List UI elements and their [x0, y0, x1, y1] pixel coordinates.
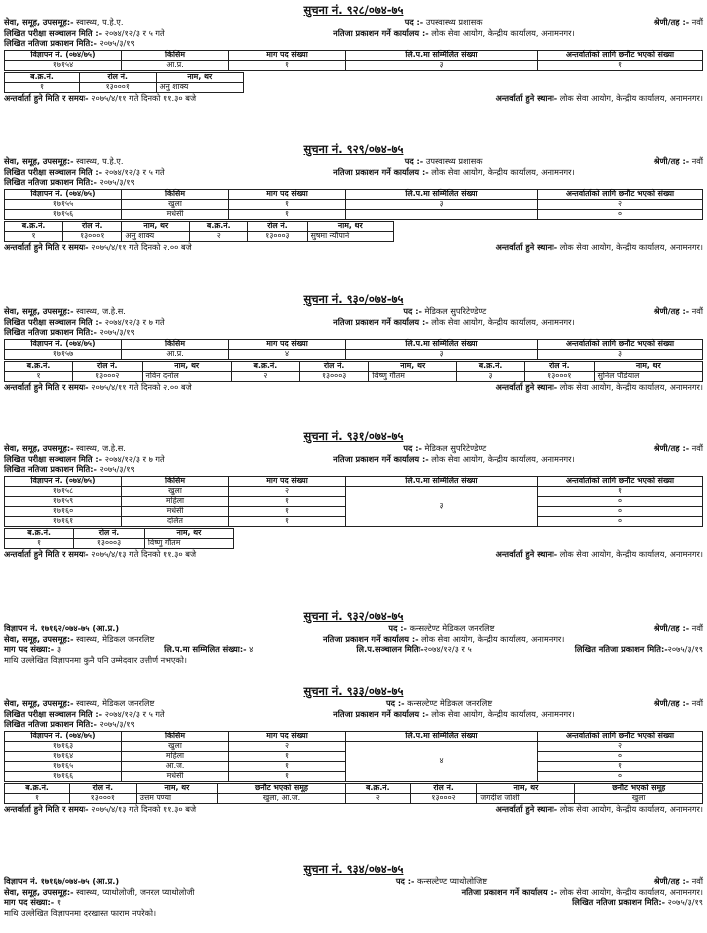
class-value: नवौं	[691, 443, 703, 454]
notice-title: सुचना नं. ९३४/०७४-७५	[303, 862, 404, 876]
col-header: नाम, थर	[144, 528, 233, 538]
adv-line: विज्ञापन नं. १७१६७/०७४-७५ (आ.प्र.)	[4, 876, 120, 887]
notice-title: सुचना नं. ९२८/०७४-७५	[303, 3, 404, 17]
cell: खुला	[122, 741, 229, 751]
adv-line: विज्ञापन नं. १७१६२/०७४-७५ (आ.प्र.)	[4, 623, 120, 634]
exam-date: २०७४/१२/३ र ५ गते	[104, 708, 165, 719]
office-value: लोक सेवा आयोग, केन्द्रीय कार्यालय, अनामनगर।	[559, 886, 703, 897]
label: लिखित नतिजा प्रकाशन मिति:-	[574, 644, 668, 655]
notice-934	[4, 863, 703, 919]
label: लिखित परीक्षा सञ्चालन मिति :-	[4, 708, 103, 719]
cell: २	[345, 793, 410, 803]
col-header: नाम, थर	[122, 221, 190, 231]
cell: महिला	[122, 496, 229, 506]
col-header: विज्ञापन नं. (०७४/७५)	[5, 189, 122, 199]
service-value: स्वास्थ्य, मेडिकल जनरलिष्ट	[76, 633, 155, 644]
office-value: लोक सेवा आयोग, केन्द्रीय कार्यालय, अनामनगर।	[431, 27, 575, 38]
written-value: ४	[249, 644, 254, 655]
notice-title: सुचना नं. ९३२/०७४-७५	[303, 609, 404, 623]
cell: जगदीश जोशी	[477, 793, 575, 803]
label: लिखित परीक्षा सञ्चालन मिति :-	[4, 316, 103, 327]
col-header: लि.प.मा सम्मिलित संख्या	[346, 339, 538, 349]
cell: ०	[538, 516, 703, 526]
interview-date: २०७५/४/११ गते दिनको २.०० बजे	[91, 381, 192, 392]
label: सेवा, समूह, उपसमूह:-	[4, 443, 74, 454]
col-header: किसिम	[122, 50, 229, 60]
label: अन्तर्वार्ता हुने मिति र समयः-	[4, 803, 89, 814]
table-row	[5, 793, 703, 803]
col-header: रोल नं.	[299, 361, 369, 371]
label: अन्तर्वार्ता हुने स्थानः-	[495, 241, 558, 252]
col-header: ब.क्र.नं.	[345, 783, 410, 793]
label: लिखित नतिजा प्रकाशन मिति:-	[572, 897, 666, 908]
col-header: नाम, थर	[156, 72, 243, 82]
cell: खुला	[122, 199, 229, 209]
service-value: स्वास्थ्य, प.हे.ए.	[76, 17, 124, 28]
cell: १७१६१	[5, 516, 122, 526]
cell: ४	[346, 741, 538, 781]
office-value: लोक सेवा आयोग, केन्द्रीय कार्यालय, अनामनगर।	[431, 166, 575, 177]
cell: मधेसी	[122, 209, 229, 219]
cell: १७१६४	[5, 751, 122, 761]
cell: २	[538, 199, 703, 209]
cell: १३०००१	[79, 82, 156, 92]
label: नतिजा प्रकाशन गर्ने कार्यालय :-	[333, 166, 429, 177]
cell: १३०००३	[248, 231, 307, 241]
interview-place: लोक सेवा आयोग, केन्द्रीय कार्यालय, अनामनगर।	[559, 241, 703, 252]
cell: मधेसी	[122, 771, 229, 781]
cell: विष्णु गौतम	[369, 371, 457, 381]
col-header: लि.प.मा सम्मिलित संख्या	[346, 476, 538, 486]
label: पद :-	[403, 306, 422, 317]
cell: ०	[538, 771, 703, 781]
label: पद :-	[404, 17, 424, 28]
label: लिखित नतिजा प्रकाशन मिति:-	[4, 464, 97, 475]
label: माग पद संख्या:-	[4, 897, 55, 908]
cell: ३	[346, 486, 538, 526]
label: श्रेणी/तह :-	[653, 876, 690, 887]
col-header: अन्तर्वार्ताको लागि छनौट भएको संख्या	[538, 50, 703, 60]
label: अन्तर्वार्ता हुने मिति र समयः-	[4, 241, 89, 252]
label: श्रेणी/तह :-	[653, 443, 690, 454]
cell: १	[229, 771, 346, 781]
col-header: अन्तर्वार्ताको लागि छनौट भएको संख्या	[538, 731, 703, 741]
class-value: नवौं	[691, 306, 703, 317]
label: श्रेणी/तह :-	[653, 17, 690, 28]
cell: अनु शाक्य	[122, 231, 190, 241]
cell: अनु शाक्य	[156, 82, 243, 92]
table-row	[5, 538, 234, 548]
label: लिखित नतिजा प्रकाशन मिति:-	[4, 38, 97, 49]
interview-date: २०७५/४/१३ गते दिनको ११.३० बजे	[91, 803, 197, 814]
seats-value: १	[56, 897, 62, 908]
cell: १७१५५	[5, 199, 122, 209]
col-header: ब.क्र.नं.	[5, 221, 63, 231]
col-header: लि.प.मा सम्मिलित संख्या	[346, 189, 538, 199]
cell: १	[5, 538, 74, 548]
col-header: ब.क्र.नं.	[190, 221, 248, 231]
cell: आ.ज.	[122, 761, 229, 771]
post-value: मेडिकल सुपरिटेण्डेण्ट	[424, 443, 487, 454]
cell: १३०००२	[410, 793, 477, 803]
interview-place: लोक सेवा आयोग, केन्द्रीय कार्यालय, अनामनगर।	[559, 92, 703, 103]
col-header: रोल नं.	[410, 783, 477, 793]
result-table	[4, 189, 703, 220]
label: अन्तर्वार्ता हुने मिति र समयः-	[4, 381, 89, 392]
cell: ४	[229, 349, 346, 359]
candidate-table	[4, 361, 703, 382]
table-row	[5, 371, 703, 381]
cell: १	[5, 793, 70, 803]
col-header: नाम, थर	[594, 361, 702, 371]
col-header: ब.क्र.नं.	[5, 72, 80, 82]
cell: १३०००३	[299, 371, 369, 381]
label: लिखित नतिजा प्रकाशन मिति:-	[4, 719, 97, 730]
service-value: स्वास्थ्य, मेडिकल जनरलिष्ट	[76, 698, 155, 709]
cell: १	[5, 231, 63, 241]
label: लिखित परीक्षा सञ्चालन मिति :-	[4, 27, 103, 38]
table-row	[5, 82, 244, 92]
notice-title: सुचना नं. ९३३/०७४-७५	[303, 684, 404, 698]
table-row	[5, 60, 703, 70]
cell: खुला	[122, 486, 229, 496]
cell: १७१६०	[5, 506, 122, 516]
cell: उत्तम पण्या	[136, 793, 218, 803]
label: नतिजा प्रकाशन गर्ने कार्यालय :-	[333, 708, 429, 719]
result-date: २०७५/३/१९	[99, 38, 135, 49]
post-value: कन्सल्टेण्ट प्याथोलोजिष्ट	[417, 876, 488, 887]
cell: १	[229, 751, 346, 761]
cell	[346, 209, 538, 219]
label: नतिजा प्रकाशन गर्ने कार्यालय :-	[322, 633, 419, 644]
col-header: ब.क्र.नं.	[5, 783, 70, 793]
candidate-table	[4, 221, 394, 242]
col-header: ब.क्र.नं.	[457, 361, 525, 371]
cell: दलित	[122, 516, 229, 526]
cell: ०	[538, 751, 703, 761]
result-date: २०७५/३/१९	[99, 719, 135, 730]
col-header: रोल नं.	[73, 361, 143, 371]
label: लिखित नतिजा प्रकाशन मिति:-	[4, 177, 97, 188]
col-header: विज्ञापन नं. (०७४/७५)	[5, 731, 122, 741]
cell: ३	[346, 349, 538, 359]
col-header: ब.क्र.नं.	[231, 361, 299, 371]
result-table	[4, 731, 703, 782]
result-date: २०७५/३/१९	[99, 327, 135, 338]
class-value: नवौं	[691, 17, 703, 28]
label: लि.प.मा सम्मिलित संख्या:-	[164, 644, 247, 655]
cell: १	[538, 60, 703, 70]
cell: आ.प्र.	[122, 349, 229, 359]
interview-place: लोक सेवा आयोग, केन्द्रीय कार्यालय, अनामनगर।	[559, 548, 703, 559]
office-value: लोक सेवा आयोग, केन्द्रीय कार्यालय, अनामनगर।	[431, 316, 575, 327]
label: सेवा, समूह, उपसमूह:-	[4, 156, 74, 167]
col-header: किसिम	[122, 476, 229, 486]
cell: ३	[538, 349, 703, 359]
candidate-table	[4, 783, 703, 804]
cell: १३०००१	[70, 793, 137, 803]
cell: महिला	[122, 751, 229, 761]
label: अन्तर्वार्ता हुने स्थानः-	[495, 548, 558, 559]
result-table	[4, 50, 703, 71]
table-row	[5, 209, 703, 219]
notice-title: सुचना नं. ९३०/०७४-७५	[303, 292, 404, 306]
col-header: रोल नं.	[525, 361, 595, 371]
exam-date: २०७४/१२/३ र ५ गते	[104, 166, 165, 177]
label: अन्तर्वार्ता हुने स्थानः-	[495, 803, 558, 814]
label: माग पद संख्या:-	[4, 644, 55, 655]
interview-place: लोक सेवा आयोग, केन्द्रीय कार्यालय, अनामनगर।	[559, 381, 703, 392]
cell: १७१५९	[5, 496, 122, 506]
cell: १	[229, 199, 346, 209]
col-header: विज्ञापन नं. (०७४/७५)	[5, 50, 122, 60]
cell: ०	[538, 209, 703, 219]
exam-date: २०७४/१२/३ र ५	[423, 644, 472, 655]
interview-date: २०७५/४/११ गते दिनको २.०० बजे	[91, 241, 192, 252]
cell: १	[538, 761, 703, 771]
interview-date: २०७५/४/११ गते दिनको ११.३० बजे	[91, 92, 197, 103]
col-header: नाम, थर	[142, 361, 231, 371]
cell: १	[5, 82, 80, 92]
col-header: किसिम	[122, 339, 229, 349]
exam-date: २०७४/१२/३ र ५ गते	[104, 27, 165, 38]
cell: १७१५८	[5, 486, 122, 496]
interview-place: लोक सेवा आयोग, केन्द्रीय कार्यालय, अनामनगर।	[559, 803, 703, 814]
cell: ३	[457, 371, 525, 381]
label: श्रेणी/तह :-	[653, 156, 690, 167]
office-value: लोक सेवा आयोग, केन्द्रीय कार्यालय, अनामनगर।	[431, 708, 575, 719]
col-header: विज्ञापन नं. (०७४/७५)	[5, 476, 122, 486]
interview-date: २०७५/४/१३ गते दिनको ११.३० बजे	[91, 548, 197, 559]
cell: २	[538, 741, 703, 751]
label: लिखित परीक्षा सञ्चालन मिति :-	[4, 166, 103, 177]
cell: आ.प्र.	[122, 60, 229, 70]
cell: १	[538, 486, 703, 496]
col-header: लि.प.मा सम्मिलित संख्या	[346, 731, 538, 741]
label: सेवा, समूह, उपसमूह:-	[4, 306, 74, 317]
result-date: २०७५/३/१९	[99, 177, 135, 188]
result-date: २०७५/३/१९	[667, 897, 703, 908]
table-row	[5, 349, 703, 359]
cell: २	[231, 371, 299, 381]
col-header: माग पद संख्या	[229, 339, 346, 349]
label: सेवा, समूह, उपसमूह:-	[4, 886, 74, 897]
label: श्रेणी/तह :-	[653, 698, 690, 709]
col-header: नाम, थर	[307, 221, 393, 231]
cell: ३	[346, 60, 538, 70]
cell: खुला, आ.ज.	[218, 793, 345, 803]
label: पद :-	[386, 698, 405, 709]
post-value: मेडिकल सुपरिटेण्डेण्ट	[424, 306, 487, 317]
result-table	[4, 339, 703, 360]
notice-title: सुचना नं. ९३१/०७४-७५	[303, 429, 404, 443]
exam-date: २०७४/१२/३ र ७ गते	[104, 316, 165, 327]
seats-value: ३	[56, 644, 62, 655]
notice-932	[4, 610, 703, 666]
label: अन्तर्वार्ता हुने स्थानः-	[495, 381, 558, 392]
class-value: नवौं	[691, 156, 703, 167]
label: सेवा, समूह, उपसमूह:-	[4, 17, 74, 28]
cell: १	[229, 496, 346, 506]
cell: २	[229, 486, 346, 496]
col-header: माग पद संख्या	[229, 731, 346, 741]
col-header: ब.क्र.नं.	[5, 361, 73, 371]
label: पद :-	[404, 156, 424, 167]
post-value: कन्सल्टेण्ट मेडिकल जनरलिष्ट	[409, 623, 495, 634]
table-row	[5, 199, 703, 209]
cell: १३०००२	[73, 371, 143, 381]
col-header: अन्तर्वार्ताको लागि छनौट भएको संख्या	[538, 476, 703, 486]
cell: ३	[346, 199, 538, 209]
col-header: रोल नं.	[79, 72, 156, 82]
cell: ०	[538, 496, 703, 506]
label: लिखित परीक्षा सञ्चालन मिति :-	[4, 453, 103, 464]
post-value: उपस्वास्थ्य प्रशासक	[425, 17, 483, 28]
office-value: लोक सेवा आयोग, केन्द्रीय कार्यालय, अनामनगर।	[421, 633, 565, 644]
class-value: नवौं	[691, 876, 703, 887]
cell: १	[229, 761, 346, 771]
label: नतिजा प्रकाशन गर्ने कार्यालय :-	[461, 886, 558, 897]
label: पद :-	[395, 876, 415, 887]
col-header: रोल नं.	[70, 783, 137, 793]
service-value: स्वास्थ्य, ज.हे.स.	[76, 306, 126, 317]
cell: मधेसी	[122, 506, 229, 516]
remark: माथि उल्लेखित विज्ञापनमा दरखास्त फाराम नपरेको।	[4, 907, 157, 918]
result-date: २०७५/३/१९	[667, 644, 703, 655]
label: अन्तर्वार्ता हुने मिति र समयः-	[4, 92, 89, 103]
cell: १३०००३	[74, 538, 145, 548]
cell: १	[229, 209, 346, 219]
cell: विष्णु गौतम	[144, 538, 233, 548]
col-header: अन्तर्वार्ताको लागि छनौट भएको संख्या	[538, 189, 703, 199]
label: नतिजा प्रकाशन गर्ने कार्यालय :-	[333, 27, 429, 38]
post-value: कन्सल्टेण्ट मेडिकल जनरलिष्ट	[407, 698, 493, 709]
col-header: माग पद संख्या	[229, 476, 346, 486]
label: सेवा, समूह, उपसमूह:-	[4, 633, 74, 644]
table-row	[5, 486, 703, 496]
cell: १७१५६	[5, 209, 122, 219]
col-header: माग पद संख्या	[229, 50, 346, 60]
label: नतिजा प्रकाशन गर्ने कार्यालय :-	[333, 316, 429, 327]
cell: १३०००१	[63, 231, 122, 241]
service-value: स्वास्थ्य, ज.हे.स.	[76, 443, 126, 454]
col-header: किसिम	[122, 731, 229, 741]
label: अन्तर्वार्ता हुने मिति र समयः-	[4, 548, 89, 559]
candidate-table	[4, 528, 234, 549]
candidate-table	[4, 72, 244, 93]
table-row	[5, 231, 394, 241]
service-value: स्वास्थ्य, प्याथोलोजी, जनरल प्याथोलोजी	[76, 886, 195, 897]
service-value: स्वास्थ्य, प.हे.ए.	[76, 156, 124, 167]
cell: १	[229, 506, 346, 516]
result-date: २०७५/३/१९	[99, 464, 135, 475]
col-header: रोल नं.	[74, 528, 145, 538]
cell: १७१६३	[5, 741, 122, 751]
col-header: लि.प.मा सम्मिलित संख्या	[346, 50, 538, 60]
label: लि.प.सञ्चालन मितिः-	[356, 644, 424, 655]
cell: सुषमा न्यौपाने	[307, 231, 393, 241]
label: श्रेणी/तह :-	[653, 623, 690, 634]
cell: १७१५७	[5, 349, 122, 359]
label: पद :-	[403, 443, 422, 454]
result-table	[4, 476, 703, 527]
label: अन्तर्वार्ता हुने स्थानः-	[495, 92, 558, 103]
cell: २	[229, 741, 346, 751]
label: लिखित नतिजा प्रकाशन मिति:-	[4, 327, 97, 338]
col-header: किसिम	[122, 189, 229, 199]
label: नतिजा प्रकाशन गर्ने कार्यालय :-	[333, 453, 429, 464]
col-header: छनौट भएको समूह	[575, 783, 703, 793]
col-header: नाम, थर	[136, 783, 218, 793]
class-value: नवौं	[691, 698, 703, 709]
label: श्रेणी/तह :-	[653, 306, 690, 317]
col-header: विज्ञापन नं. (०७४/७५)	[5, 339, 122, 349]
post-value: उपस्वास्थ्य प्रशासक	[425, 156, 483, 167]
cell: नविन दर्नाल	[142, 371, 231, 381]
col-header: नाम, थर	[477, 783, 575, 793]
office-value: लोक सेवा आयोग, केन्द्रीय कार्यालय, अनामनगर।	[431, 453, 575, 464]
col-header: माग पद संख्या	[229, 189, 346, 199]
cell: १७१५४	[5, 60, 122, 70]
notice-933	[4, 685, 703, 815]
cell: १७१६६	[5, 771, 122, 781]
col-header: छनौट भएको समूह	[218, 783, 345, 793]
cell: सुनिल पौडेयाल	[594, 371, 702, 381]
label: सेवा, समूह, उपसमूह:-	[4, 698, 74, 709]
notice-title: सुचना नं. ९२९/०७४-७५	[303, 142, 404, 156]
cell: ०	[538, 506, 703, 516]
col-header: रोल नं.	[63, 221, 122, 231]
cell: खुला	[575, 793, 703, 803]
notice-929	[4, 143, 703, 253]
remark: माथि उल्लेखित विज्ञापनमा कुनै पनि उम्मेदवार उत्तीर्ण नभएको।	[4, 654, 187, 665]
notice-931	[4, 430, 703, 560]
label: पद :-	[388, 623, 407, 634]
cell: १	[5, 371, 73, 381]
class-value: नवौं	[691, 623, 703, 634]
cell: १७१६५	[5, 761, 122, 771]
col-header: ब.क्र.नं.	[5, 528, 74, 538]
notice-930	[4, 293, 703, 393]
col-header: अन्तर्वार्ताको लागि छनौट भएको संख्या	[538, 339, 703, 349]
exam-date: २०७४/१२/३ र ७ गते	[104, 453, 165, 464]
cell: २	[190, 231, 248, 241]
col-header: नाम, थर	[369, 361, 457, 371]
table-row	[5, 741, 703, 751]
notice-928	[4, 4, 703, 104]
cell: १	[229, 516, 346, 526]
cell: १३०००१	[525, 371, 595, 381]
cell: १	[229, 60, 346, 70]
col-header: रोल नं.	[248, 221, 307, 231]
